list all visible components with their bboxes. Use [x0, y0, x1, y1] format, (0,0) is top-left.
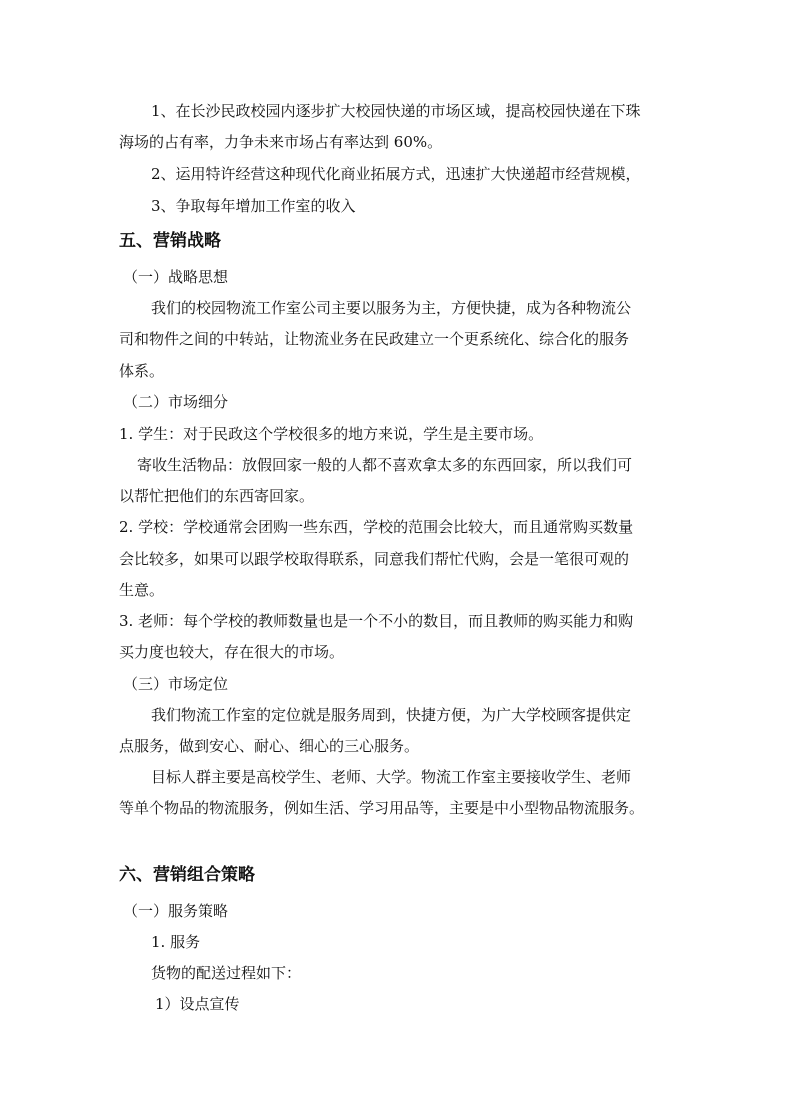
segment-students-line-1: 1. 学生：对于民政这个学校很多的地方来说，学生是主要市场。 — [119, 425, 544, 443]
goal-item-1-line-1: 1、在长沙民政校园内逐步扩大校园快递的市场区域，提高校园快递在下珠 — [151, 102, 641, 120]
goal-item-1-line-2: 海场的占有率，力争未来市场占有率达到 60%。 — [119, 133, 443, 151]
section-heading-marketing-mix: 六、营销组合策略 — [119, 865, 255, 885]
segment-schools-line-2: 会比较多，如果可以跟学校取得联系，同意我们帮忙代购，会是一笔很可观的 — [119, 550, 630, 568]
goal-item-3: 3、争取每年增加工作室的收入 — [151, 197, 356, 215]
segment-students-line-3: 以帮忙把他们的东西寄回家。 — [119, 487, 315, 505]
strategy-paragraph-line-1: 我们的校园物流工作室公司主要以服务为主，方便快捷，成为各种物流公 — [151, 299, 632, 317]
segment-teachers-line-2: 买力度也较大，存在很大的市场。 — [119, 643, 345, 661]
strategy-paragraph-line-2: 司和物件之间的中转站，让物流业务在民政建立一个更系统化、综合化的服务 — [119, 330, 630, 348]
positioning-line-1: 我们物流工作室的定位就是服务周到，快捷方便，为广大学校顾客提供定 — [151, 706, 632, 724]
goal-item-2: 2、运用特许经营这种现代化商业拓展方式，迅速扩大快递超市经营规模， — [151, 165, 641, 183]
service-item-1: 1. 服务 — [151, 933, 201, 951]
segment-schools-line-3: 生意。 — [119, 581, 165, 599]
segment-teachers-line-1: 3. 老师：每个学校的教师数量也是一个不小的数目，而且教师的购买能力和购 — [119, 612, 634, 630]
subheading-service-strategy: （一）服务策略 — [123, 902, 229, 920]
subheading-market-positioning: （三）市场定位 — [123, 675, 229, 693]
subheading-strategy-thinking: （一）战略思想 — [123, 268, 229, 286]
segment-schools-line-1: 2. 学校：学校通常会团购一些东西，学校的范围会比较大，而且通常购买数量 — [119, 518, 634, 536]
positioning-line-2: 点服务，做到安心、耐心、细心的三心服务。 — [119, 737, 420, 755]
strategy-paragraph-line-3: 体系。 — [119, 362, 165, 380]
delivery-step-1: 1）设点宣传 — [155, 995, 240, 1013]
segment-students-line-2: 寄收生活物品：放假回家一般的人都不喜欢拿太多的东西回家，所以我们可 — [137, 456, 633, 474]
target-group-line-2: 等单个物品的物流服务，例如生活、学习用品等，主要是中小型物品物流服务。 — [119, 799, 645, 817]
section-heading-marketing-strategy: 五、营销战略 — [119, 231, 221, 251]
target-group-line-1: 目标人群主要是高校学生、老师、大学。物流工作室主要接收学生、老师 — [151, 768, 632, 786]
delivery-process-intro: 货物的配送过程如下： — [151, 964, 302, 982]
subheading-market-segmentation: （二）市场细分 — [123, 393, 229, 411]
